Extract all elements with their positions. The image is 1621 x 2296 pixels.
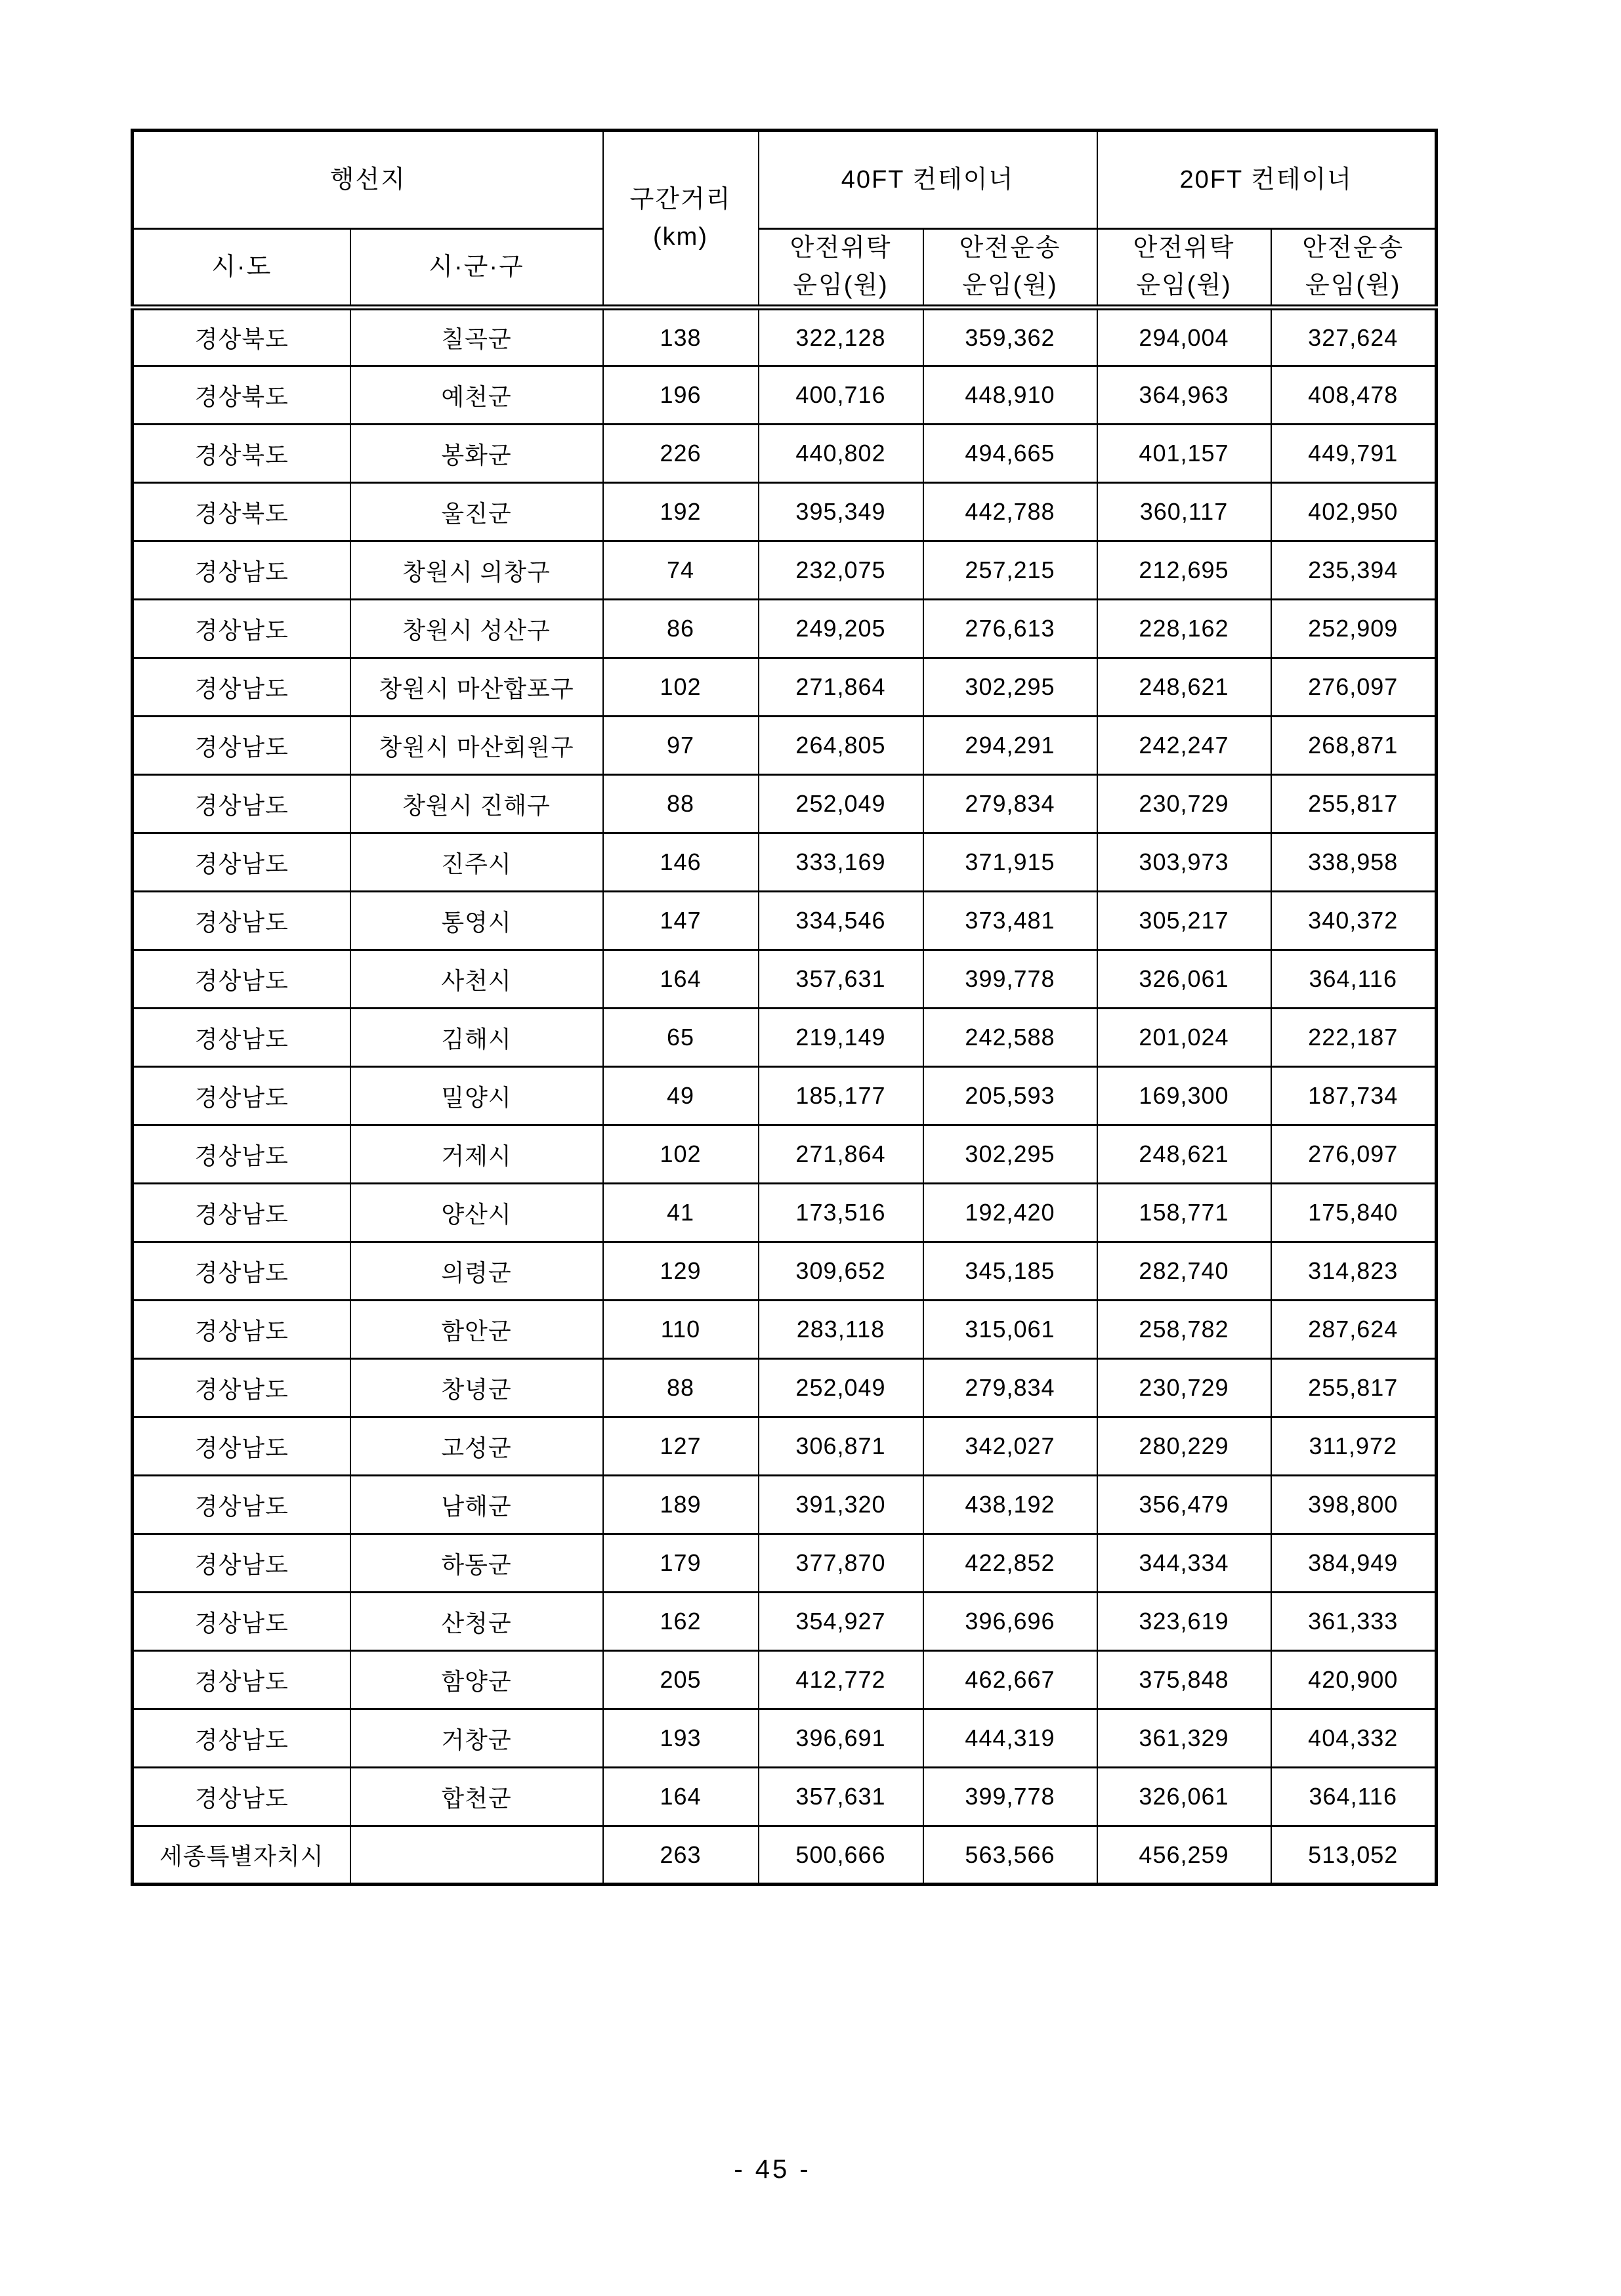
table-row: [133, 717, 1437, 775]
cell-distance-km: 193: [603, 1709, 759, 1768]
cell-40ft-consign-fare: 440,802: [759, 425, 923, 483]
cell-distance-km: 97: [603, 717, 759, 775]
cell-20ft-consign-fare: 158,771: [1097, 1184, 1271, 1242]
cell-40ft-transport-fare: 444,319: [923, 1709, 1097, 1768]
cell-distance-km: 110: [603, 1301, 759, 1359]
cell-distance-km: 179: [603, 1534, 759, 1593]
cell-40ft-consign-fare: 334,546: [759, 892, 923, 950]
header-sido: 시·도: [133, 229, 350, 308]
cell-40ft-transport-fare: 205,593: [923, 1067, 1097, 1125]
cell-40ft-consign-fare: 395,349: [759, 483, 923, 541]
table-row: [133, 1067, 1437, 1125]
cell-sigungu: 합천군: [350, 1768, 603, 1826]
cell-20ft-consign-fare: 248,621: [1097, 1125, 1271, 1184]
cell-20ft-transport-fare: 364,116: [1271, 1768, 1437, 1826]
cell-40ft-consign-fare: 391,320: [759, 1476, 923, 1534]
cell-sigungu: 의령군: [350, 1242, 603, 1301]
cell-sido: 경상남도: [133, 1768, 350, 1826]
cell-distance-km: 49: [603, 1067, 759, 1125]
cell-20ft-consign-fare: 258,782: [1097, 1301, 1271, 1359]
cell-20ft-consign-fare: 356,479: [1097, 1476, 1271, 1534]
table-row: [133, 1359, 1437, 1417]
header-destination: 행선지: [133, 131, 603, 229]
table-row: [133, 1125, 1437, 1184]
cell-20ft-transport-fare: 187,734: [1271, 1067, 1437, 1125]
cell-40ft-transport-fare: 242,588: [923, 1009, 1097, 1067]
cell-20ft-consign-fare: 401,157: [1097, 425, 1271, 483]
cell-sigungu: 창원시 진해구: [350, 775, 603, 833]
cell-40ft-consign-fare: 252,049: [759, 775, 923, 833]
cell-40ft-transport-fare: 399,778: [923, 1768, 1097, 1826]
cell-sigungu: 창원시 마산회원구: [350, 717, 603, 775]
table-row: [133, 950, 1437, 1009]
cell-20ft-transport-fare: 361,333: [1271, 1593, 1437, 1651]
cell-40ft-transport-fare: 462,667: [923, 1651, 1097, 1709]
cell-40ft-consign-fare: 173,516: [759, 1184, 923, 1242]
cell-sigungu: 함양군: [350, 1651, 603, 1709]
cell-sido: 경상남도: [133, 600, 350, 658]
cell-40ft-consign-fare: 283,118: [759, 1301, 923, 1359]
cell-sido: 경상남도: [133, 1709, 350, 1768]
cell-20ft-consign-fare: 282,740: [1097, 1242, 1271, 1301]
cell-sigungu: 거창군: [350, 1709, 603, 1768]
header-sigungu: 시·군·구: [350, 229, 603, 308]
cell-40ft-transport-fare: 422,852: [923, 1534, 1097, 1593]
cell-40ft-transport-fare: 438,192: [923, 1476, 1097, 1534]
cell-sido: 경상남도: [133, 892, 350, 950]
cell-40ft-transport-fare: 342,027: [923, 1417, 1097, 1476]
cell-40ft-consign-fare: 271,864: [759, 1125, 923, 1184]
cell-sigungu: 거제시: [350, 1125, 603, 1184]
cell-sigungu: 창원시 성산구: [350, 600, 603, 658]
header-20ft-consign-line2: 운임(원): [1136, 272, 1232, 299]
cell-20ft-transport-fare: 276,097: [1271, 658, 1437, 717]
cell-20ft-transport-fare: 255,817: [1271, 1359, 1437, 1417]
header-20ft-consign-line1: 안전위탁: [1133, 234, 1235, 262]
cell-20ft-consign-fare: 344,334: [1097, 1534, 1271, 1593]
cell-distance-km: 162: [603, 1593, 759, 1651]
cell-40ft-transport-fare: 373,481: [923, 892, 1097, 950]
cell-40ft-consign-fare: 309,652: [759, 1242, 923, 1301]
header-20ft-transport-line1: 안전운송: [1302, 234, 1404, 262]
header-40ft-consign-line1: 안전위탁: [789, 234, 892, 262]
cell-20ft-consign-fare: 169,300: [1097, 1067, 1271, 1125]
cell-20ft-transport-fare: 404,332: [1271, 1709, 1437, 1768]
cell-20ft-transport-fare: 402,950: [1271, 483, 1437, 541]
header-20ft-transport-fare: [1271, 229, 1437, 308]
cell-sido: 경상남도: [133, 1534, 350, 1593]
cell-20ft-transport-fare: 513,052: [1271, 1826, 1437, 1885]
cell-20ft-consign-fare: 456,259: [1097, 1826, 1271, 1885]
cell-sigungu: [350, 1826, 603, 1885]
cell-sido: 경상남도: [133, 1242, 350, 1301]
cell-sigungu: 하동군: [350, 1534, 603, 1593]
cell-20ft-consign-fare: 303,973: [1097, 833, 1271, 892]
cell-40ft-consign-fare: 354,927: [759, 1593, 923, 1651]
cell-sigungu: 밀양시: [350, 1067, 603, 1125]
table-row: [133, 308, 1437, 366]
cell-40ft-transport-fare: 302,295: [923, 1125, 1097, 1184]
cell-sido: 경상남도: [133, 1417, 350, 1476]
cell-20ft-transport-fare: 338,958: [1271, 833, 1437, 892]
cell-20ft-consign-fare: 242,247: [1097, 717, 1271, 775]
cell-distance-km: 146: [603, 833, 759, 892]
cell-sido: 경상남도: [133, 1067, 350, 1125]
cell-sido: 경상남도: [133, 1593, 350, 1651]
cell-sido: 세종특별자치시: [133, 1826, 350, 1885]
cell-sido: 경상남도: [133, 1301, 350, 1359]
cell-20ft-transport-fare: 311,972: [1271, 1417, 1437, 1476]
cell-40ft-consign-fare: 322,128: [759, 308, 923, 366]
table-row: [133, 1009, 1437, 1067]
cell-distance-km: 102: [603, 1125, 759, 1184]
table-row: [133, 541, 1437, 600]
cell-sido: 경상남도: [133, 1009, 350, 1067]
cell-20ft-transport-fare: 175,840: [1271, 1184, 1437, 1242]
header-distance-line1: 구간거리: [629, 185, 732, 213]
cell-sigungu: 진주시: [350, 833, 603, 892]
cell-20ft-consign-fare: 201,024: [1097, 1009, 1271, 1067]
table-row: [133, 483, 1437, 541]
cell-20ft-transport-fare: 268,871: [1271, 717, 1437, 775]
cell-distance-km: 192: [603, 483, 759, 541]
table-row: [133, 1417, 1437, 1476]
cell-sido: 경상남도: [133, 833, 350, 892]
cell-sigungu: 칠곡군: [350, 308, 603, 366]
cell-sido: 경상북도: [133, 425, 350, 483]
cell-40ft-consign-fare: 219,149: [759, 1009, 923, 1067]
cell-40ft-transport-fare: 399,778: [923, 950, 1097, 1009]
cell-20ft-consign-fare: 326,061: [1097, 950, 1271, 1009]
cell-20ft-consign-fare: 305,217: [1097, 892, 1271, 950]
cell-distance-km: 263: [603, 1826, 759, 1885]
cell-40ft-transport-fare: 302,295: [923, 658, 1097, 717]
cell-sido: 경상북도: [133, 366, 350, 425]
cell-20ft-transport-fare: 287,624: [1271, 1301, 1437, 1359]
cell-sido: 경상남도: [133, 717, 350, 775]
cell-distance-km: 138: [603, 308, 759, 366]
cell-40ft-consign-fare: 500,666: [759, 1826, 923, 1885]
cell-distance-km: 205: [603, 1651, 759, 1709]
cell-40ft-transport-fare: 494,665: [923, 425, 1097, 483]
cell-sido: 경상북도: [133, 483, 350, 541]
cell-20ft-transport-fare: 255,817: [1271, 775, 1437, 833]
cell-20ft-transport-fare: 449,791: [1271, 425, 1437, 483]
cell-40ft-transport-fare: 276,613: [923, 600, 1097, 658]
cell-sido: 경상남도: [133, 541, 350, 600]
cell-20ft-consign-fare: 375,848: [1097, 1651, 1271, 1709]
cell-40ft-consign-fare: 357,631: [759, 1768, 923, 1826]
header-20ft-transport-line2: 운임(원): [1305, 272, 1401, 299]
table-row: [133, 1184, 1437, 1242]
header-40ft-transport-line1: 안전운송: [959, 234, 1061, 262]
cell-40ft-transport-fare: 359,362: [923, 308, 1097, 366]
cell-40ft-consign-fare: 400,716: [759, 366, 923, 425]
cell-20ft-transport-fare: 340,372: [1271, 892, 1437, 950]
cell-40ft-transport-fare: 442,788: [923, 483, 1097, 541]
cell-distance-km: 147: [603, 892, 759, 950]
cell-distance-km: 189: [603, 1476, 759, 1534]
table-row: [133, 892, 1437, 950]
cell-distance-km: 196: [603, 366, 759, 425]
page-number: - 45 -: [734, 2155, 811, 2184]
cell-40ft-transport-fare: 371,915: [923, 833, 1097, 892]
cell-20ft-consign-fare: 326,061: [1097, 1768, 1271, 1826]
cell-sigungu: 창원시 의창구: [350, 541, 603, 600]
header-40ft-consign-line2: 운임(원): [793, 272, 889, 299]
cell-40ft-transport-fare: 315,061: [923, 1301, 1097, 1359]
cell-sigungu: 창원시 마산합포구: [350, 658, 603, 717]
cell-sido: 경상남도: [133, 1651, 350, 1709]
cell-40ft-consign-fare: 264,805: [759, 717, 923, 775]
cell-40ft-consign-fare: 252,049: [759, 1359, 923, 1417]
container-fare-table: [131, 129, 1438, 1886]
table-row: [133, 1709, 1437, 1768]
cell-sido: 경상남도: [133, 775, 350, 833]
cell-distance-km: 164: [603, 1768, 759, 1826]
cell-40ft-transport-fare: 279,834: [923, 775, 1097, 833]
cell-distance-km: 102: [603, 658, 759, 717]
cell-sigungu: 산청군: [350, 1593, 603, 1651]
cell-sigungu: 남해군: [350, 1476, 603, 1534]
cell-20ft-consign-fare: 360,117: [1097, 483, 1271, 541]
header-40ft-transport-fare: [923, 229, 1097, 308]
header-distance-line2: (km): [653, 222, 708, 251]
cell-distance-km: 226: [603, 425, 759, 483]
cell-distance-km: 88: [603, 775, 759, 833]
cell-20ft-consign-fare: 323,619: [1097, 1593, 1271, 1651]
cell-sigungu: 울진군: [350, 483, 603, 541]
cell-20ft-transport-fare: 222,187: [1271, 1009, 1437, 1067]
cell-distance-km: 74: [603, 541, 759, 600]
cell-20ft-transport-fare: 327,624: [1271, 308, 1437, 366]
cell-sido: 경상남도: [133, 1184, 350, 1242]
table-row: [133, 1826, 1437, 1885]
header-20ft-consign-fare: [1097, 229, 1271, 308]
cell-sigungu: 함안군: [350, 1301, 603, 1359]
cell-20ft-transport-fare: 364,116: [1271, 950, 1437, 1009]
cell-20ft-transport-fare: 408,478: [1271, 366, 1437, 425]
cell-sigungu: 사천시: [350, 950, 603, 1009]
header-40ft-container: 40FT 컨테이너: [759, 131, 1097, 229]
cell-20ft-consign-fare: 230,729: [1097, 1359, 1271, 1417]
cell-40ft-consign-fare: 306,871: [759, 1417, 923, 1476]
cell-sigungu: 창녕군: [350, 1359, 603, 1417]
table-row: [133, 1768, 1437, 1826]
header-40ft-consign-fare: [759, 229, 923, 308]
table-row: [133, 658, 1437, 717]
cell-distance-km: 41: [603, 1184, 759, 1242]
cell-40ft-transport-fare: 192,420: [923, 1184, 1097, 1242]
cell-sigungu: 통영시: [350, 892, 603, 950]
cell-40ft-consign-fare: 412,772: [759, 1651, 923, 1709]
cell-distance-km: 127: [603, 1417, 759, 1476]
cell-distance-km: 88: [603, 1359, 759, 1417]
cell-20ft-transport-fare: 420,900: [1271, 1651, 1437, 1709]
cell-40ft-consign-fare: 185,177: [759, 1067, 923, 1125]
cell-40ft-transport-fare: 279,834: [923, 1359, 1097, 1417]
table-row: [133, 600, 1437, 658]
header-20ft-container: 20FT 컨테이너: [1097, 131, 1437, 229]
cell-40ft-consign-fare: 232,075: [759, 541, 923, 600]
cell-20ft-consign-fare: 248,621: [1097, 658, 1271, 717]
cell-sigungu: 김해시: [350, 1009, 603, 1067]
cell-40ft-consign-fare: 249,205: [759, 600, 923, 658]
table-row: [133, 366, 1437, 425]
cell-40ft-consign-fare: 377,870: [759, 1534, 923, 1593]
cell-20ft-consign-fare: 280,229: [1097, 1417, 1271, 1476]
cell-40ft-transport-fare: 294,291: [923, 717, 1097, 775]
table-row: [133, 1301, 1437, 1359]
table-header: [133, 131, 1437, 308]
cell-sido: 경상남도: [133, 1125, 350, 1184]
cell-40ft-consign-fare: 271,864: [759, 658, 923, 717]
cell-sido: 경상북도: [133, 308, 350, 366]
table-row: [133, 1476, 1437, 1534]
cell-20ft-transport-fare: 384,949: [1271, 1534, 1437, 1593]
cell-20ft-consign-fare: 294,004: [1097, 308, 1271, 366]
cell-distance-km: 65: [603, 1009, 759, 1067]
cell-sido: 경상남도: [133, 950, 350, 1009]
cell-40ft-transport-fare: 448,910: [923, 366, 1097, 425]
cell-20ft-transport-fare: 314,823: [1271, 1242, 1437, 1301]
cell-40ft-transport-fare: 257,215: [923, 541, 1097, 600]
cell-20ft-transport-fare: 235,394: [1271, 541, 1437, 600]
cell-sigungu: 봉화군: [350, 425, 603, 483]
cell-40ft-transport-fare: 563,566: [923, 1826, 1097, 1885]
cell-40ft-consign-fare: 396,691: [759, 1709, 923, 1768]
cell-40ft-transport-fare: 396,696: [923, 1593, 1097, 1651]
cell-20ft-transport-fare: 398,800: [1271, 1476, 1437, 1534]
table-row: [133, 775, 1437, 833]
table-row: [133, 1651, 1437, 1709]
cell-20ft-consign-fare: 230,729: [1097, 775, 1271, 833]
cell-20ft-transport-fare: 276,097: [1271, 1125, 1437, 1184]
table-row: [133, 833, 1437, 892]
cell-sigungu: 예천군: [350, 366, 603, 425]
table-body: [133, 308, 1437, 1885]
cell-20ft-transport-fare: 252,909: [1271, 600, 1437, 658]
cell-40ft-consign-fare: 357,631: [759, 950, 923, 1009]
cell-20ft-consign-fare: 212,695: [1097, 541, 1271, 600]
cell-sigungu: 고성군: [350, 1417, 603, 1476]
table-row: [133, 1593, 1437, 1651]
cell-40ft-consign-fare: 333,169: [759, 833, 923, 892]
cell-20ft-consign-fare: 228,162: [1097, 600, 1271, 658]
cell-sigungu: 양산시: [350, 1184, 603, 1242]
cell-sido: 경상남도: [133, 658, 350, 717]
cell-distance-km: 164: [603, 950, 759, 1009]
cell-40ft-transport-fare: 345,185: [923, 1242, 1097, 1301]
cell-sido: 경상남도: [133, 1476, 350, 1534]
cell-sido: 경상남도: [133, 1359, 350, 1417]
table-row: [133, 1534, 1437, 1593]
cell-20ft-consign-fare: 361,329: [1097, 1709, 1271, 1768]
table-row: [133, 425, 1437, 483]
header-40ft-transport-line2: 운임(원): [962, 272, 1058, 299]
cell-20ft-consign-fare: 364,963: [1097, 366, 1271, 425]
cell-distance-km: 86: [603, 600, 759, 658]
cell-distance-km: 129: [603, 1242, 759, 1301]
table-row: [133, 1242, 1437, 1301]
header-distance-km: [603, 131, 759, 308]
